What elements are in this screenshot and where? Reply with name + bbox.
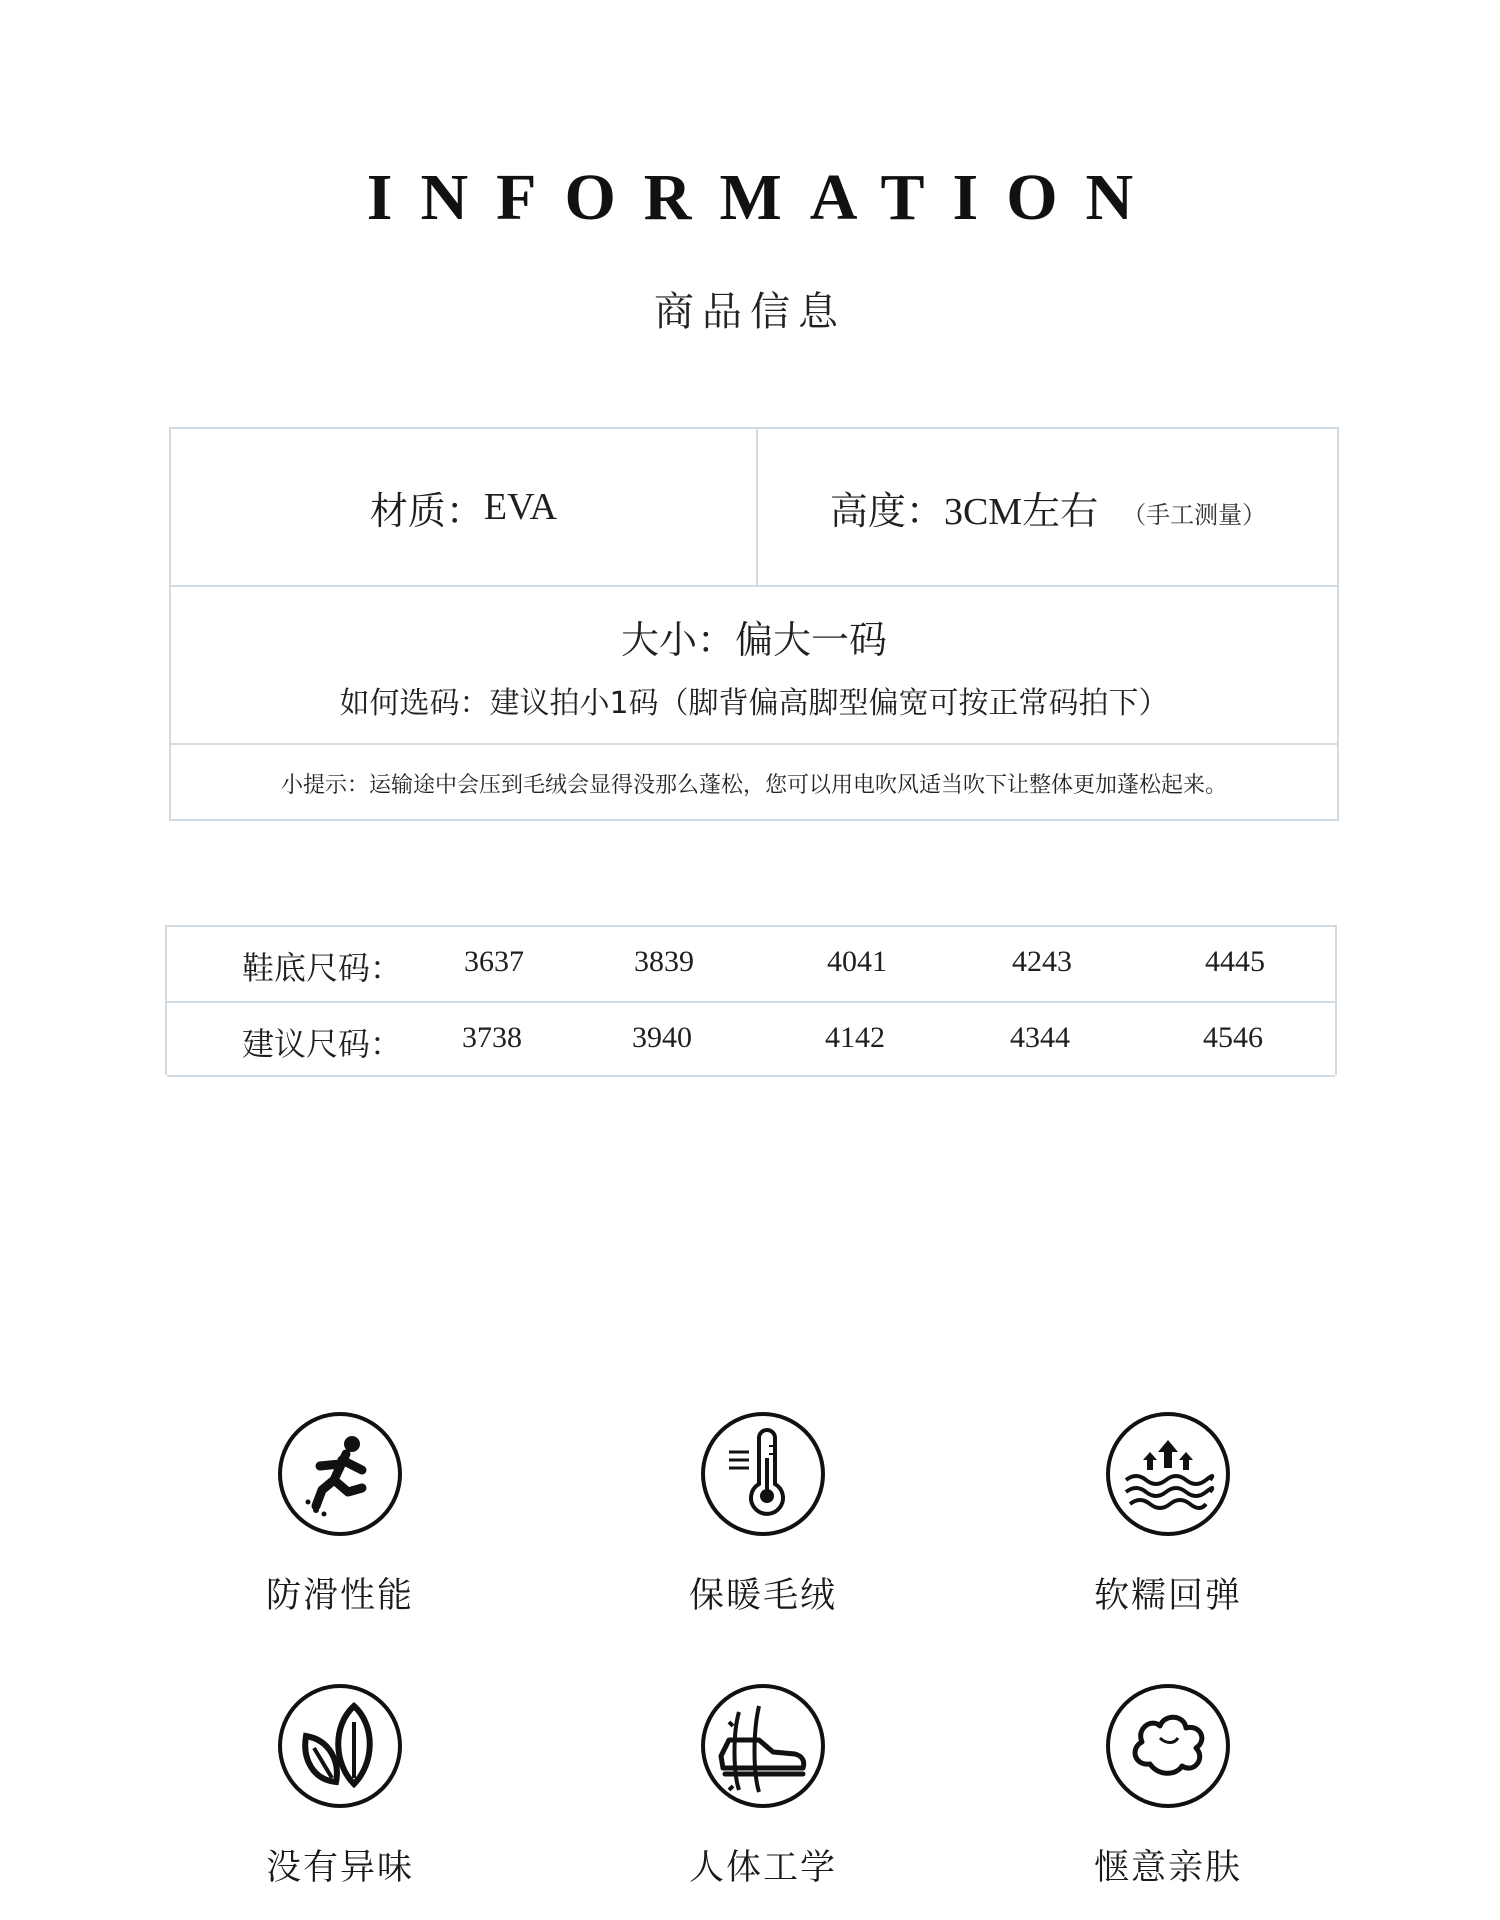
cotton-icon: [1104, 1682, 1232, 1810]
size-fit-cell: [171, 587, 1337, 743]
feature-label: 没有异味: [265, 1848, 414, 1888]
size-value: 4546: [1203, 1021, 1263, 1054]
size-divider-bottom: [167, 1075, 1335, 1077]
size-row-label: 鞋底尺码：: [242, 949, 403, 987]
size-row-sole: [167, 927, 1335, 1001]
height-value: 3CM左右: [943, 490, 1099, 533]
feature-no-odor: [190, 1682, 490, 1890]
size-fit-text: 大小：偏大一码: [620, 617, 887, 662]
thermometer-icon: [699, 1410, 827, 1538]
feature-label: 惬意亲肤: [1093, 1848, 1242, 1888]
size-value: 4243: [1012, 945, 1072, 978]
rebound-icon: [1104, 1410, 1232, 1538]
title-chinese: 商品信息: [654, 289, 846, 335]
size-row-label: 建议尺码：: [242, 1025, 403, 1063]
feature-label: 软糯回弹: [1093, 1576, 1242, 1616]
size-value: 4142: [825, 1021, 885, 1054]
size-value: 4445: [1205, 945, 1265, 978]
feature-skin-friendly: [1018, 1682, 1318, 1890]
material-value: EVA: [483, 486, 558, 528]
size-value: 4041: [827, 945, 887, 978]
size-value: 4344: [1010, 1021, 1070, 1054]
size-value: 3839: [634, 945, 694, 978]
tip-cell: [171, 745, 1337, 821]
title-english: INFORMATION: [366, 161, 1162, 234]
material-label: 材质：: [369, 488, 484, 533]
feature-ergonomic: [613, 1682, 913, 1890]
size-table: [165, 925, 1337, 1075]
size-advice-text: 如何选码：建议拍小1码（脚背偏高脚型偏宽可按正常码拍下）: [339, 685, 1169, 721]
feature-label: 保暖毛绒: [688, 1576, 837, 1616]
feature-rebound: [1018, 1410, 1318, 1618]
info-table: [169, 427, 1339, 821]
size-value: 3637: [464, 945, 524, 978]
ergonomic-shoe-icon: [699, 1682, 827, 1810]
height-label: 高度：: [829, 488, 944, 533]
size-value: 3940: [632, 1021, 692, 1054]
slip-icon: [276, 1410, 404, 1538]
leaf-icon: [276, 1682, 404, 1810]
height-note: （手工测量）: [1122, 500, 1267, 529]
feature-anti-slip: [190, 1410, 490, 1618]
height-cell: [758, 429, 1338, 585]
size-value: 3738: [462, 1021, 522, 1054]
material-cell: [171, 429, 756, 585]
feature-label: 人体工学: [688, 1848, 837, 1888]
size-row-suggested: [167, 1003, 1335, 1077]
feature-warm-plush: [613, 1410, 913, 1618]
feature-label: 防滑性能: [265, 1576, 414, 1616]
tip-text: 小提示：运输途中会压到毛绒会显得没那么蓬松，您可以用电吹风适当吹下让整体更加蓬松起来。: [280, 772, 1227, 798]
